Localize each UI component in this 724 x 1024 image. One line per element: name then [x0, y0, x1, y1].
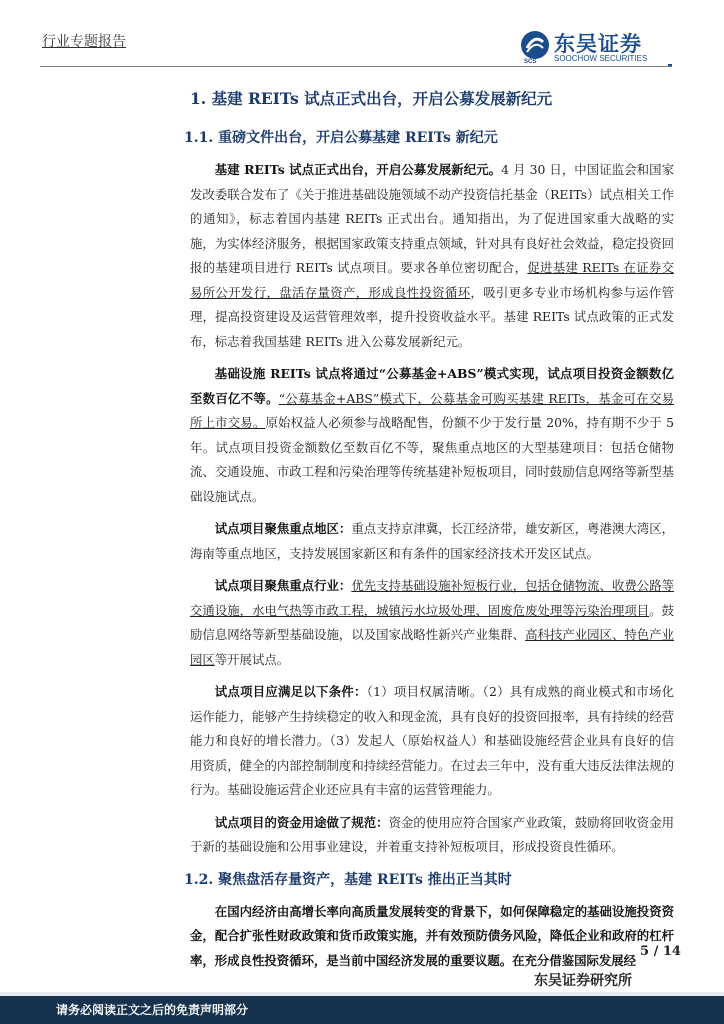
paragraph-key-industries: [190, 574, 674, 672]
underlined-text: 优先支持基础设施补短板行业，包括仓储物流、收费公路等交通设施，水电气热等市政工程，城镇污水垃圾处理、固废危废处理等污染治理项目: [190, 578, 675, 618]
underlined-text: 高科技产业园区、特色产业园区: [190, 627, 675, 667]
logo-abbr: SCS: [524, 59, 537, 65]
paragraph-reits-pilot: [190, 158, 674, 354]
body-text: 等开展试点。: [214, 651, 290, 667]
research-institute: 东吴证券研究所: [534, 973, 632, 989]
body-text: 原始权益人必须参与战略配售，份额不少于发行量 20%，持有期不少于 5 年。试点项目投资金额数亿至数百亿不等，聚焦重点地区的大型基建项目：包括仓储物流、交通设施、市政工程和污染治理等传统基建补短板项目，同时鼓励信息网络等新型基础设施试点。: [190, 415, 674, 504]
logo-english-name: SOOCHOW SECURITIES: [554, 54, 648, 63]
lead-text: 试点项目聚焦重点行业：: [214, 578, 352, 593]
lead-text: 试点项目聚焦重点地区：: [214, 521, 352, 536]
underlined-text: “公募基金+ABS”模式下，公募基金可购买基建 REITs，基金可在交易所上市交易。: [190, 390, 675, 430]
section-heading-1-1: 1.1. 重磅文件出台，开启公募基建 REITs 新纪元: [184, 130, 498, 146]
company-logo: [520, 28, 670, 68]
paragraph-fund-usage: [190, 811, 674, 860]
body-text: ，吸引更多专业市场机构参与运作管理，提高投资建设及运营管理效率，提升投资收益水平。基建 REITs 试点政策的正式发布，标志着我国基建 REITs 进入公募发展新纪元。: [190, 284, 675, 349]
lead-text: 试点项目应满足以下条件：: [214, 684, 367, 699]
lead-text: 试点项目的资金用途做了规范：: [214, 814, 389, 830]
header-accent: [668, 64, 672, 66]
paragraph-fund-abs-model: [190, 362, 674, 509]
page-number: 5 / 14: [640, 944, 681, 959]
main-content: [184, 86, 675, 981]
body-text: 重点支持京津冀，长江经济带，雄安新区，粤港澳大湾区，海南等重点地区，支持发展国家新区和有条件的国家经济技术开发区试点。: [190, 521, 675, 561]
section-heading-1: 1. 基建 REITs 试点正式出台，开启公募发展新纪元: [190, 89, 553, 108]
body-text: 。鼓励信息网络等新型基础设施，以及国家战略性新兴产业集群、: [190, 602, 675, 642]
section-heading-1-2: 1.2. 聚焦盘活存量资产，基建 REITs 推出正当其时: [184, 871, 512, 888]
lead-text: 基建 REITs 试点正式出台，开启公募发展新纪元。: [214, 162, 502, 177]
paragraph-pilot-conditions: [190, 680, 674, 803]
header-divider: [40, 66, 672, 67]
soochow-logo-icon: [520, 30, 550, 60]
lead-text: 基础设施 REITs 试点将通过“公募基金+ABS”模式实现，试点项目投资金额数亿至数百亿不等。: [190, 366, 674, 406]
body-text: （1）项目权属清晰。（2）具有成熟的商业模式和市场化运作能力，能够产生持续稳定的收入和现金流，具有良好的投资回报率，具有持续的经营能力和良好的增长潜力。（3）发起人（原始权益人）和基础设施经营企业具有良好的信用资质，健全的内部控制制度和持续经营能力。在过去三年中，没有重大违反法律法规的行为。基础设施运营企业还应具有丰富的运营管理能力。: [190, 684, 674, 797]
report-category: 行业专题报告: [42, 34, 126, 50]
body-text: 资金的使用应符合国家产业政策，鼓励将回收资金用于新的基础设施和公用事业建设，并着重支持补短板项目，形成投资良性循环。: [190, 814, 675, 854]
paragraph-key-regions: [190, 517, 674, 566]
lead-text: 在国内经济由高增长率向高质量发展转变的背景下，如何保障稳定的基础设施投资资金，配合扩张性财政政策和货币政策实施，并有效预防债务风险，降低企业和政府的杠杆率，形成良性投资循环，是当前中国经济发展的重要议题。在充分借鉴国际发展经: [190, 903, 674, 968]
body-text: 4 月 30 日，中国证监会和国家发改委联合发布了《关于推进基础设施领域不动产投资信托基金（REITs）试点相关工作的通知》，标志着国内基建 REITs 正式出台。通知指出，为了促进国家重大战略的实施，为实体经济服务，根据国家政策支持重点领域，针对具有良好社会效益，稳定投资回报的基建项目进行 REITs 试点项目。要求各单位密切配合，: [190, 162, 674, 275]
disclaimer-note: 请务必阅读正文之后的免责声明部分: [56, 1003, 249, 1017]
logo-chinese-name: 东吴证券: [554, 32, 642, 56]
paragraph-background: [190, 900, 674, 974]
underlined-text: 促进基建 REITs 在证券交易所公开发行，盘活存量资产，形成良性投资循环: [190, 260, 674, 300]
